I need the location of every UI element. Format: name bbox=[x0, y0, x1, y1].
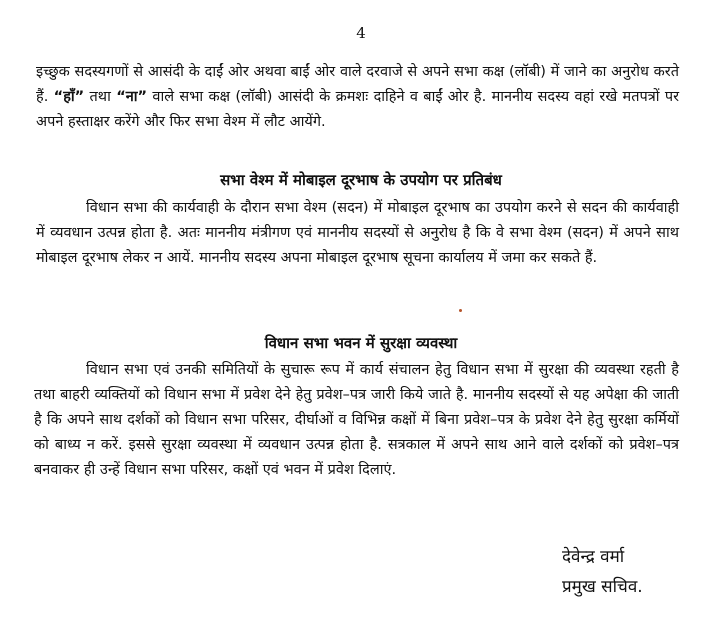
security-paragraph: विधान सभा एवं उनकी समितियों के सुचारू रूप में कार्य संचालन हेतु विधान सभा में सुरक्षा की व्यवस्था रहती है तथा बाहरी व्यक्तियों को विधान सभा में प्रवेश देने हेतु प्रवेश–पत्र जारी किये जाते है. माननीय सदस्यों से यह अपेक्षा की जाती है कि अपने साथ दर्शकों को विधान सभा परिसर, दीर्घाओं व विभिन्न कक्षों में बिना प्रवेश–पत्र के प्रवेश देने हेतु सुरक्षा कर्मियों को बाध्य न करें. इससे सुरक्षा व्यवस्था में व्यवधान उत्पन्न होता है. सत्रकाल में अपने साथ आने वाले दर्शकों को प्रवेश–पत्र बनवाकर ही उन्हें विधान सभा परिसर, कक्षों एवं भवन में प्रवेश दिलाएं. bbox=[34, 362, 679, 478]
ink-dot bbox=[459, 309, 462, 312]
signature-block bbox=[562, 542, 643, 602]
intro-and: तथा bbox=[84, 89, 117, 105]
page-number: 4 bbox=[356, 24, 366, 42]
no-quote: “ना” bbox=[116, 89, 148, 105]
yes-quote: “हाँ” bbox=[53, 89, 85, 105]
intro-text-part2: वाले सभा कक्ष (लॉबी) आसंदी के क्रमशः दाहिने व बाईं ओर है. माननीय सदस्य वहां रखे मतपत्रों पर अपने हस्ताक्षर करेंगे और फिर सभा वेश्म में लौट आयेंगे. bbox=[36, 89, 679, 130]
mobile-ban-paragraph: विधान सभा की कार्यवाही के दौरान सभा वेश्म (सदन) में मोबाइल दूरभाष का उपयोग करने से सदन की कार्यवाही में व्यवधान उत्पन्न होता है. अतः माननीय मंत्रीगण एवं माननीय सदस्यों से अनुरोध है कि वे सभा वेश्म (सदन) में अपने साथ मोबाइल दूरभाष लेकर न आयें. माननीय सदस्य अपना मोबाइल दूरभाष सूचना कार्यालय में जमा कर सकते हैं. bbox=[36, 200, 679, 266]
security-heading: विधान सभा भवन में सुरक्षा व्यवस्था bbox=[264, 334, 458, 352]
mobile-ban-heading: सभा वेश्म में मोबाइल दूरभाष के उपयोग पर प्रतिबंध bbox=[220, 171, 502, 189]
signatory-designation: प्रमुख सचिव. bbox=[562, 577, 643, 597]
signatory-name: देवेन्द्र वर्मा bbox=[562, 547, 625, 567]
intro-text-part1: इच्छुक सदस्यगणों से आसंदी के दाईं ओर अथवा बाईं ओर वाले दरवाजे से अपने सभा कक्ष (लॉबी) में जाने का अनुरोध करते हैं. bbox=[36, 64, 679, 105]
intro-paragraph bbox=[36, 60, 679, 135]
